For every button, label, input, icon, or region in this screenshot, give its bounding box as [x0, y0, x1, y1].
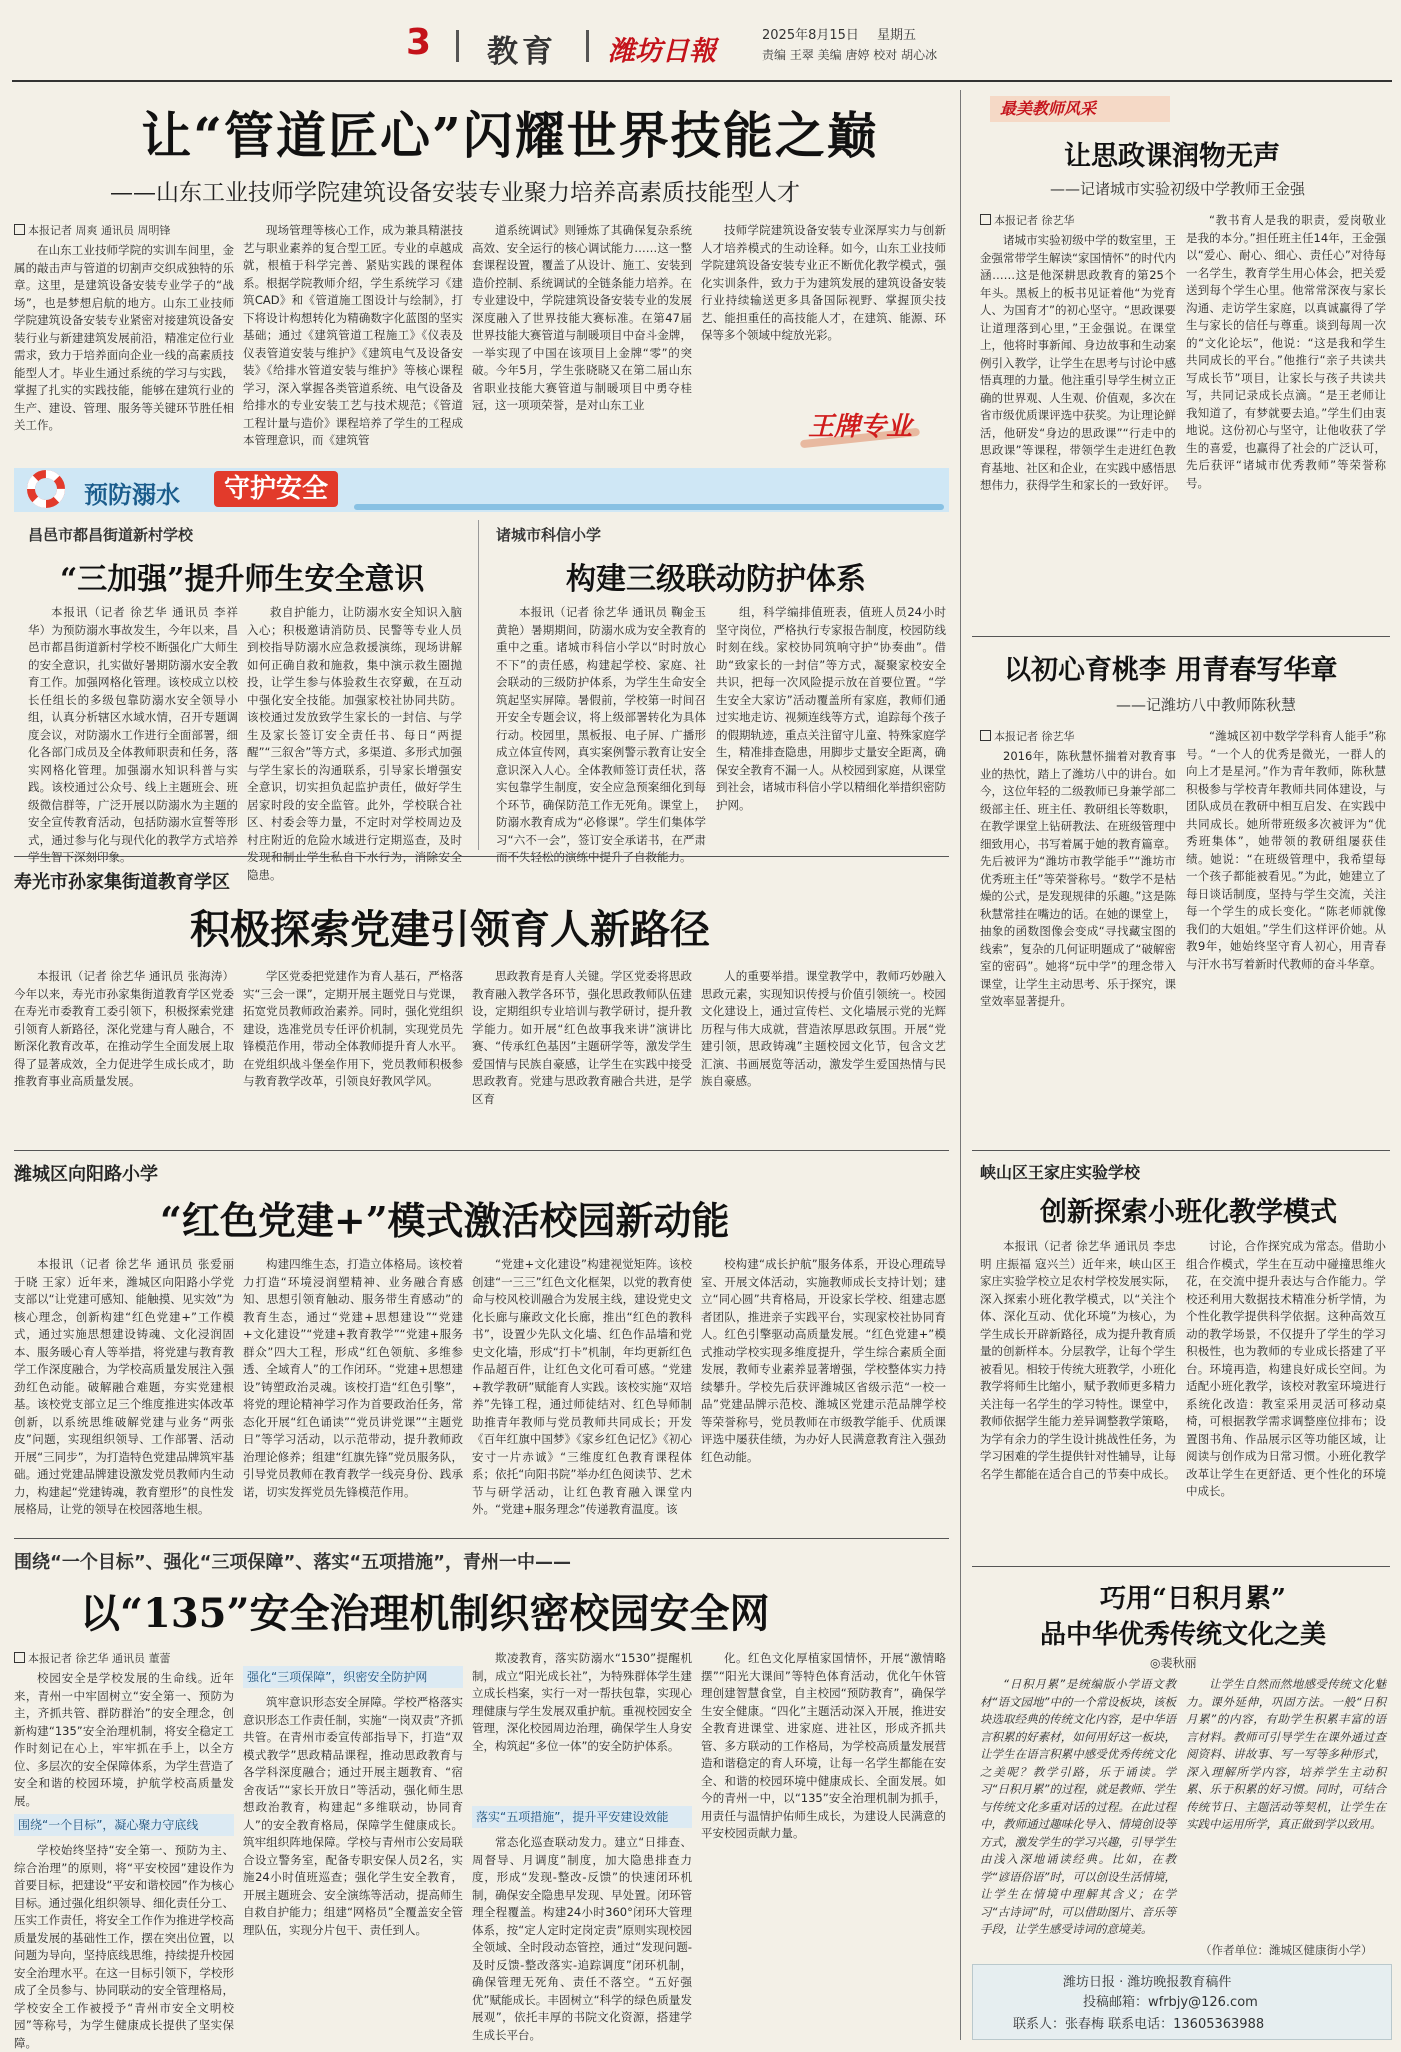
weicheng-col2-text: 构建四维生态，打造立体格局。该校着力打造“环境浸润塑精神、业务融合育感知、思想引领育触动、服务带生育感动”的教育生态，通过“党建+思想建设”“党建+文化建设”“党建+教育教学”“党建+服务群众”四大工程，形成“红色领航、多维参透、全域育人”的工作闭环。“党建+思想建设”铸塑政治灵魂。该校打造“红色引擎”，将党的理论精神学习作为首要政治任务，常态化开展“红色诵读”“党员讲党课”“主题党日”等学习活动，以示范带动，提升教师政治理论修养；组建“红旗先锋”党员服务队，引导党员教师在教育教学一线亮身份、践承诺，切实发挥党员先锋模范作用。 [243, 1257, 463, 1499]
drown-left-col1-text: 本报讯（记者 徐艺华 通讯员 李祥华）为预防溺水事故发生，今年以来，昌邑市都昌街道新村学校不断强化广大师生的安全意识，扎实做好暑期防溺水安全教育工作。加强网格化管理。该校成立以校长任组长的多级包靠防溺水安全领导小组，认真分析辖区水域水情，召开专题调度会议，对防溺水工作进行全面部署，细化各部门成员及全体教师职责和任务，落实网格化管理。加强溺水知识科普与实践。该校通过公众号、线上主题班会、班级微信群等，广泛开展以防溺水为主题的安全宣传教育活动，包括防溺水宣誓等形式，通过参与化与现代化的教学方式培养学生智下深刻印象。 [28, 605, 238, 864]
banner-label-1: 预防溺水 [84, 481, 180, 509]
qingzhou-subhead-3-text: 落实“五项措施”，提升平安建设效能 [476, 1810, 669, 1824]
tradition-column-1 [980, 1676, 1176, 1958]
tradition-byline: ◎裴秋丽 [1150, 1656, 1197, 1670]
column-banner [990, 96, 1170, 122]
xiashan-title: 创新探索小班化教学模式 [1040, 1197, 1337, 1228]
banner-label-2 [214, 471, 338, 507]
banner-label-2-text: 守护安全 [224, 474, 329, 504]
teacher2-title: 以初心育桃李 用青春写华章 [1004, 655, 1338, 686]
teacher1-col1-text: 诸城市实验初级中学的数室里，王金强常带学生解读“家国情怀”的时代内涵……这是他深耕思政教育的第25个年头。黑板上的板书见证着他“为党育人、为国育才”的初心坚守。“思政课要让道理落到心里，”王金强说。在课堂上，他将时事新闻、身边故事和生动案例引入教学，让学生在思考与讨论中感悟真理的力量。他注重引导学生树立正确的世界观、人生观、价值观，多次在省市级优质课评选中获奖。为让理论鲜活，他研发“身边的思政课”“行走中的思政课”等课程，带领学生走进红色教育基地、社区和企业，在实践中感悟思想伟力，获得学生和家长的一致好评。 [980, 233, 1176, 492]
rule-after-teacher1 [972, 636, 1390, 637]
submission-contact: 联系人：张春梅 联系电话：13605363988 [1013, 2017, 1265, 2032]
shouguang-column-4 [701, 968, 946, 1138]
drown-left-school: 昌邑市都昌街道新村学校 [28, 526, 194, 544]
lead-headline: 让“管道匠心”闪耀世界技能之巅 [141, 106, 879, 165]
xiashan-school: 峡山区王家庄实验学校 [980, 1163, 1141, 1182]
masthead-divider-2 [586, 30, 589, 62]
qingzhou-col2-text: 筑牢意识形态安全屏障。学校严格落实意识形态工作责任制，实施“一岗双责”齐抓共管。在青州市委宣传部指导下，打造“双模式教学”思政精品课程，推动思政教育与各学科深度融合；通过开展主题教育、“宿舍夜话”“家长开放日”等活动，强化师生思想政治教育，构建起“多维联动，协同育人”的安全教育格局，保障学生健康成长。筑牢组织阵地保障。学校与青州市公安局联合设立警务室，配备专职安保人员2名，实施24小时值班巡查；强化学生安全教育，开展主题班会、安全演练等活动，提高师生自救自护能力；组建“网格员”全覆盖安全管理队伍，实现分片包干、责任到人。 [243, 1695, 463, 1937]
qingzhou-byline-text: 本报记者 徐艺华 通讯员 董蕾 [28, 1652, 171, 1665]
submission-email[interactable]: 投稿邮箱：wfrbjy@126.com [1083, 1995, 1258, 2010]
xiashan-col1-text: 本报讯（记者 徐艺华 通讯员 李忠明 庄振福 寇兴兰）近年来，峡山区王家庄实验学校立足农村学校发展实际，深入探索小班化教学模式，以“关注个体、深化互动、优化环境”为核心，为学生成长开辟新路径，成为提升教育质量的创新样本。分层教学，让每个学生被看见。相较于传统大班教学，小班化教学将师生比缩小，赋予教师更多精力关注每一名学生的学习特性。课堂中，教师依据学生能力差异调整教学策略，为学有余力的学生设计挑战性任务，为学习困难的学生提供针对性辅导，让每名学生都能在适合自己的节奏中成长。 [980, 1239, 1176, 1481]
qingzhou-col3-text: 欺凌教育，落实防溺水“1530”提醒机制，成立“阳光成长社”，为特殊群体学生建立成长档案，实行一对一帮扶包靠，实现心理健康与学生发展双重护航。重视校园安全管理，深化校园周边治理，确保学生人身安全，构筑起“多位一体”的安全防护体系。 [472, 1651, 692, 1753]
teacher1-subtitle: ——记诸城市实验初级中学教师王金强 [1050, 180, 1306, 198]
teacher1-byline [980, 212, 1075, 228]
sidebar-rule [960, 90, 961, 2040]
qingzhou-col4-text: 化。红色文化厚植家国情怀，开展“激情略摆”“阳光大课间”等特色体育活动，优化午休管理创建智慧食堂，自主校园“预防教育”，确保学生安全健康。“四化”主题活动深入开展，推进安全教育进课堂、进家庭、进社区，形成齐抓共管、多方联动的工作格局，为学校高质量发展营造和谐稳定的育人环境，让每一名学生都能在安全、和谐的校园环境中健康成长、全面发展。如今的青州一中，以“135”安全治理机制为抓手，用责任与温情护佑师生成长，为建设人民满意的平安校园贡献力量。 [701, 1651, 946, 1840]
banner-wave [354, 504, 944, 510]
drown-left-column-1 [28, 604, 238, 864]
teacher1-title: 让思政课润物无声 [1064, 141, 1280, 172]
weicheng-column-1 [14, 1256, 234, 1528]
qingzhou-column-1b [14, 1842, 234, 2050]
lead-col4-text: 技师学院建筑设备安装专业深厚实力与创新人才培养模式的生动诠释。如今，山东工业技师学院建筑设备安装专业正不断优化教学模式，强化实训条件，致力于为建筑发展的建筑设备安装行业持续输送更多具备国际视野、掌握顶尖技艺、能担重任的高技能人才，在建筑、能源、环保等多个领域中绽放光彩。 [701, 223, 946, 342]
shouguang-column-2 [243, 968, 463, 1138]
drown-right-col2-text: 组，科学编排值班表，值班人员24小时坚守岗位，严格执行专家报告制度，校园防线时刻在线。家校协同筑响守护“协奏曲”。借助“致家长的一封信”等方式，凝聚家校安全共识，把每一次风险提示放在首要位置。“学生安全大家访”活动覆盖所有家庭，教师们通过实地走访、视频连线等方式，追踪每个孩子的假期轨迹，重点关注留守儿童、特殊家庭学生，精准排查隐患，用脚步丈量安全距离，确保安全教育不漏一人。从校园到家庭，从课堂到社会，诸城市科信小学以精细化举措织密防护网。 [716, 605, 946, 812]
teacher2-col1-text: 2016年，陈秋慧怀揣着对教育事业的热忱，踏上了潍坊八中的讲台。如今，这位年轻的二级教师已身兼学部二级部主任、班主任、教研组长等数职，在教学课堂上钻研教法、在班级管理中细致用心，书写着属于她的教育篇章。先后被评为“潍坊市教学能手”“潍坊市优秀班主任”等荣誉称号。“数学不是枯燥的公式，是发现规律的乐趣。”这是陈秋慧常挂在嘴边的话。在她的课堂上，抽象的函数图像会变成“寻找藏宝图的线索”，复杂的几何证明题成了“破解密室的密码”。她将“玩中学”的理念带入课堂，让学生主动思考、乐于探究，课堂效率显著提升。 [980, 749, 1176, 1008]
lead-column-4 [701, 222, 946, 374]
wangpai-badge [800, 404, 930, 452]
lifebuoy-icon [28, 471, 64, 507]
paper-name: 潍坊日報 [608, 36, 716, 67]
rule-after-shouguang [14, 1150, 949, 1151]
drown-right-col1-text: 本报讯（记者 徐艺华 通讯员 鞠金玉 黄艳）暑期期间，防溺水成为安全教育的重中之重。诸城市科信小学以“时时放心不下”的责任感，构建起学校、家庭、社会联动的三级防护体系，为学生生命安全筑起坚实屏障。暑假前，学校第一时间召开安全专题会议，将上级部署转化为具体行动。校园里，黑板报、电子屏、广播形成立体宣传网，真实案例警示教育让安全意识深入人心。全体教师签订责任状，落实包靠学生制度，安全应急预案细化到每个环节，确保防范工作无死角。课堂上，防溺水教育成为“必修课”。学生们集体学习“六不一会”，签订安全承诺书，在严肃而不失轻松的演练中提升了自救能力。 [496, 605, 706, 864]
lead-col2-text: 现场管理等核心工作，成为兼具精湛技艺与职业素养的复合型工匠。专业的卓越成就，根植于科学完善、紧贴实践的课程体系。根据学院教师介绍，学生系统学习《建筑CAD》和《管道施工图设计与绘制》，打下将设计构想转化为精确数字化蓝图的坚实基础；通过《建筑管道工程施工》《仪表及仪表管道安装与维护》《建筑电气及设备安装》《给排水管道安装与维护》等核心课程学习，深入掌握各类管道系统、电气设备及给排水的专业安装工艺与技术规范；《管道工程计量与造价》课程培养了学生的工程成本管理意识，而《建筑管 [243, 223, 463, 447]
tradition-title-1: 巧用“日积月累” [1100, 1584, 1286, 1614]
lead-subheadline: ——山东工业技师学院建筑设备安装专业聚力培养高素质技能型人才 [110, 180, 800, 206]
weicheng-col4-text: 校构建“成长护航”服务体系，开设心理疏导室、开展文体活动，实施教师成长支持计划；建立“同心圆”共育格局，开设家长学校、组建志愿者团队，推进亲子实践平台，实现家校社协同育人。红色引擎驱动高质量发展。“红色党建+”模式推动学校实现多维度提升，学生综合素质全面发展，教师专业素养显著增强，学校整体实力持续攀升。学校先后获评潍城区省级示范“一校一品”党建品牌示范校、潍城区党建示范品牌学校等荣誉称号，党员教师在市级教学能手、优质课评选中屡获佳绩，为办好人民满意教育注入强劲红色动能。 [701, 1257, 946, 1464]
masthead [0, 0, 1401, 70]
teacher2-byline-text: 本报记者 徐艺华 [994, 730, 1075, 743]
qingzhou-pretitle: 围绕“一个目标”、强化“三项保障”、落实“五项措施”，青州一中—— [14, 1552, 571, 1573]
drown-right-title: 构建三级联动防护体系 [566, 562, 866, 597]
shouguang-col2-text: 学区党委把党建作为育人基石，严格落实“三会一课”，定期开展主题党日与党课，拓宽党员教师政治素养。同时，强化党组织建设，选准党员专任评价机制，实现党员先锋模范作用，带动全体教师提升育人水平。在党组织战斗堡垒作用下，党员教师积极参与教育教学改革，引领良好教风学风。 [243, 969, 463, 1088]
qingzhou-column-3b [472, 1834, 692, 2042]
rule-after-teacher2 [972, 1150, 1390, 1151]
lead-col3-text: 道系统调试》则锤炼了其确保复杂系统高效、安全运行的核心调试能力……这一整套课程设置，覆盖了从设计、施工、安装到造价控制、系统调试的全链条能力培养。在专业建设中，学院建筑设备安装专业的发展深度融入了世界技能大赛标准。在第47届世界技能大赛管道与制暖项目中奋斗金牌，一举实现了中国在该项目上金牌“零”的突破。今年5月，学生张晓晓又在第二届山东省职业技能大赛管道与制暖项目中勇夺桂冠，这一项项荣誉，是对山东工业 [472, 223, 692, 412]
drown-column-rule [478, 520, 479, 850]
teacher1-byline-text: 本报记者 徐艺华 [994, 214, 1075, 227]
teacher1-column-1 [980, 232, 1176, 626]
staff-credits: 责编 王翠 美编 唐婷 校对 胡心冰 [762, 48, 938, 62]
page-number: 3 [406, 22, 432, 63]
masthead-rule [12, 80, 1392, 82]
lead-column-1 [14, 242, 234, 464]
qingzhou-subhead-1 [14, 1814, 234, 1836]
rule-after-weicheng [14, 1538, 949, 1539]
shouguang-col1-text: 本报讯（记者 徐艺华 通讯员 张海涛）今年以来，寿光市孙家集街道教育学区党委在寿光市委教育工委引领下，积极探索党建引领育人新路径，深化党建与育人融合，不断深化教育改革，在推动学生全面发展上取得了显著成效，全力促进学生成长成才，助推教育事业高质量发展。 [14, 969, 234, 1088]
teacher1-col2-text: “教书育人是我的职责，爱岗敬业是我的本分。”担任班主任14年，王金强以“爱心、耐心、细心、责任心”对待每一名学生，教育学生用心体会，把关爱送到每个学生心里。他常常深夜与家长沟通、走访学生家庭，以真诚赢得了学生与家长的信任与尊重。谈到每周一次的“文化论坛”，他说：“这是我和学生共同成长的平台。”他推行“亲子共读共写成长节”项目，让家长与孩子共读共写，共同记录成长点滴。“是王老师让我知道了，有梦就要去追。”学生们由衷地说。这份初心与坚守，让他收获了学生的喜爱，也赢得了社会的广泛认可，先后获评“诸城市优秀教师”等荣誉称号。 [1186, 213, 1386, 490]
drowning-banner [14, 468, 949, 512]
weicheng-column-2 [243, 1256, 463, 1528]
tradition-author: （作者单位：潍城区健康街小学） [1200, 1943, 1373, 1957]
qingzhou-col1a-text: 校园安全是学校发展的生命线。近年来，青州一中牢固树立“安全第一、预防为主，齐抓共管、群防群治”的安全理念，创新构建“135”安全治理机制，将安全稳定工作时刻记在心上，牢牢抓在手上，以全方位、多层次的安全保障体系，为学生营造了安全和谐的校园环境，护航学校高质量发展。 [14, 1671, 234, 1808]
qingzhou-column-3 [472, 1650, 692, 1800]
weicheng-title: “红色党建+”模式激活校园新动能 [160, 1198, 730, 1243]
weekday-text: 星期五 [877, 28, 917, 43]
drown-left-col2-text: 救自护能力，让防溺水安全知识入脑入心；积极邀请消防员、民警等专业人员到校指导防溺水应急救援演练，现场讲解如何正确自救和施救，集中演示救生圈抛投，让学生参与体验救生衣穿戴，在互动中强化安全技能。加强家校社协同共防。该校通过发放致学生家长的一封信、与学生及家长签订安全责任书、每日“两提醒”“三叙舍”等方式，多渠道、多形式加强与学生家长的沟通联系，引导家长增强安全意识，切实担负起监护责任，做好学生居家时段的安全监管。此外，学校联合社区、村委会等力量，不定时对学校周边及村庄附近的危险水域进行定期巡查，及时发现和制止学生私自下水行为，消除安全隐患。 [247, 605, 462, 882]
shouguang-school: 寿光市孙家集街道教育学区 [14, 872, 230, 893]
weicheng-col3-text: “党建+文化建设”构建视觉矩阵。该校创建“一三三”红色文化框架，以党的教育使命与校风校训融合为发展主线，建设党史文化长廊与廉政文化长廊，推出“红色的教科书”，设置少先队文化墙、红色作品墙和党史文化墙，形成“打卡”机制，年均更新红色作品超百件，让红色文化可看可感。“党建+教学教研”赋能育人实践。该校实施“双培养”先锋工程，通过师徒结对、红色导师制助推青年教师与党员教师共同成长；开发《百年红旗中国梦》《家乡红色记忆》《初心安寸一片赤诚》“三维度红色教育课程体系；依托“向阳书院”举办红色阅读节、艺术节与研学活动，让红色教育融入课堂内外。“党建+服务理念”传递教育温度。该 [472, 1257, 692, 1516]
qingzhou-column-2 [243, 1694, 463, 2038]
drown-right-school: 诸城市科信小学 [496, 526, 602, 544]
qingzhou-col3b-text: 常态化巡查联动发力。建立“日排查、周督导、月调度”制度，加大隐患排查力度，形成“发现-整改-反馈”的快速闭环机制，确保安全隐患早发现、早处置。闭环管理全程覆盖。构建24小时360°闭环大管理体系，按“定人定时定岗定责”原则实现校园全领域、全时段动态管控，通过“发现问题-及时反馈-整改落实-追踪调度”闭环机制，确保管理无死角、责任不落空。“五好强优”赋能成长。丰固树立“科学的绿色质量发展观”，依托丰厚的书院文化资源，搭建学生成长平台。 [472, 1835, 692, 2042]
qingzhou-byline [14, 1650, 171, 1666]
weicheng-column-4 [701, 1256, 946, 1528]
teacher2-byline [980, 728, 1075, 744]
qingzhou-subhead-3 [472, 1806, 692, 1828]
teacher2-column-1 [980, 748, 1176, 1136]
masthead-divider [456, 30, 459, 62]
lead-byline-text: 本报记者 周爽 通讯员 周明锋 [28, 224, 171, 237]
tradition-title-2: 品中华优秀传统文化之美 [1040, 1620, 1327, 1650]
teacher2-col2-text: “潍城区初中数学学科育人能手”称号。“一个人的优秀是微光，一群人的向上才是星河。”作为青年教师，陈秋慧积极参与学校青年教师共同体建设，与团队成员在教研中相互启发、在实践中共同成长。她所带班级多次被评为“优秀班集体”，她带领的教研组屡获佳绩。她说：“在班级管理中，我希望每一个孩子都能被看见。”为此，她建立了每日谈话制度，坚持与学生交流，关注每一个学生的成长变化。“陈老师就像我们的大姐姐。”学生们这样评价她。从教9年，她始终坚守育人初心，用青春与汗水书写着新时代教师的奋斗华章。 [1186, 729, 1386, 971]
section-name: 教育 [487, 34, 557, 70]
xiashan-col2-text: 讨论，合作探究成为常态。借助小组合作模式，学生在互动中碰撞思维火花，在交流中提升表达与合作能力。学校还利用大数据技术精准分析学情，为个性化教学提供科学依据。这种高效互动的教学场景，不仅提升了学生的学习积极性，也为教师的专业成长搭建了平台。环境再造，构建良好成长空间。为适配小班化教学，该校对教室环境进行系统化改造：教室采用灵活可移动桌椅，可根据教学需求调整座位排布；设置图书角、作品展示区等功能区域，让阅读与创作成为日常习惯。小班化教学改革让学生在更舒适、更个性化的环境中成长。 [1186, 1239, 1386, 1498]
lead-byline [14, 222, 171, 238]
drown-right-column-1 [496, 604, 706, 864]
xiashan-column-2 [1186, 1238, 1386, 1556]
drown-left-title: “三加强”提升师生安全意识 [60, 562, 425, 597]
qingzhou-column-1a [14, 1670, 234, 1810]
qingzhou-subhead-2 [243, 1666, 463, 1688]
shouguang-col3-text: 思政教育是育人关键。学区党委将思政教育融入教学各环节，强化思政教师队伍建设，定期组织专业培训与教学研讨，提升教学能力。如开展“红色故事我来讲”演讲比赛、“传承红色基因”主题研学等，激发学生爱国情与民族自豪感，让学生在实践中接受思政教育。党建与思政教育融合共进，是学区育 [472, 969, 692, 1106]
qingzhou-subhead-2-text: 强化“三项保障”，织密安全防护网 [247, 1670, 428, 1684]
shouguang-column-1 [14, 968, 234, 1138]
tradition-column-2 [1186, 1676, 1386, 1938]
tradition-col2-text: 让学生自然而然地感受传统文化魅力。课外延伸，巩固方法。一般“日积月累”的内容，有助学生积累丰富的语言材料。教师可引导学生在课外通过查阅资料、讲故事、写一写等多种形式，深入理解所学内容，培养学生主动积累、乐于积累的好习惯。同时，可结合传统节日、主题活动等契机，让学生在实践中运用所学，真正做到学以致用。 [1186, 1677, 1386, 1831]
submission-line-1: 潍坊日报 · 潍坊晚报教育稿件 [1063, 1975, 1232, 1990]
lead-column-2 [243, 222, 463, 464]
shouguang-column-3 [472, 968, 692, 1138]
rule-after-drowning [14, 856, 949, 857]
rule-after-xiashan [972, 1566, 1390, 1567]
xiashan-column-1 [980, 1238, 1176, 1556]
qingzhou-column-4 [701, 1650, 946, 2038]
column-banner-text: 最美教师风采 [1000, 99, 1097, 118]
issue-date [762, 24, 916, 43]
drown-right-column-2 [716, 604, 946, 844]
submission-box [972, 1964, 1392, 2040]
qingzhou-col1b-text: 学校始终坚持“安全第一、预防为主、综合治理”的原则，将“平安校园”建设作为首要目标，把建设“平安和谐校园”作为核心目标。通过强化组织领导、细化责任分工、压实工作责任，将安全工作作为推进学校高质量发展的基础性工作，摆在突出位置，以问题为导向，坚持底线思维，持续提升校园安全治理水平。在这一目标引领下，学校形成了全员参与、协同联动的安全管理格局，学校安全工作被授予“青州市安全文明校园”等称号，为学生健康成长提供了坚实保障。 [14, 1843, 234, 2050]
badge-text: 王牌专业 [808, 412, 913, 442]
date-text: 2025年8月15日 [762, 28, 859, 43]
shouguang-title: 积极探索党建引领育人新路径 [190, 906, 710, 953]
drown-left-column-2 [247, 604, 462, 882]
weicheng-col1-text: 本报讯（记者 徐艺华 通讯员 张爱丽 于晓 王家）近年来，潍城区向阳路小学党支部以“让党建可感知、能触摸、见实效”为核心理念，创新构建“红色党建+”工作模式，通过实施思想建设铸魂、文化浸润固本、服务暖心育人等举措，将党建与教育教学工作深度融合，为学校高质量发展注入强劲红色动能。破解融合难题，夯实党建根基。该校党支部立足三个维度推进实体改革创新，以系统思维破解党建与业务“两张皮”问题，实现组织领导、工作部署、活动开展“三同步”，为打造特色党建品牌筑牢基础。通过党建品牌建设激发党员教师内生动力，构建起“党建铸魂，教育塑形”的良性发展格局，让党的领导在校园落地生根。 [14, 1257, 234, 1516]
tradition-col1-text: “日积月累”是统编版小学语文教材“语文园地”中的一个常设板块，该板块选取经典的传统文化内容，是中华语言积累的好素材，如何用好这一板块，让学生在语言积累中感受优秀传统文化之美呢？教学引路，乐于诵读。学习“日积月累”的过程，就是教师、学生与传统文化多重对话的过程。在此过程中，教师通过趣味化导入、情境创设等方式，激发学生的学习兴趣，引导学生由浅入深地诵读经典。比如，在教学“谚语俗语”时，可以创设生活情境，让学生在情境中理解其含义；在学习“古诗词”时，可以借助图片、音乐等手段，让学生感受诗词的意境美。 [980, 1677, 1176, 1936]
teacher1-column-2 [1186, 212, 1386, 626]
weicheng-column-3 [472, 1256, 692, 1528]
teacher2-column-2 [1186, 728, 1386, 1136]
qingzhou-subhead-1-text: 围绕“一个目标”，凝心聚力守底线 [18, 1818, 199, 1832]
lead-col1-text: 在山东工业技师学院的实训车间里，金属的敲击声与管道的切割声交织成独特的乐章。这里，是建筑设备安装专业学子的“战场”，也是梦想启航的地方。山东工业技师学院建筑设备安装专业紧密对接建筑设备安装行业与新建建筑发展前沿，精准定位行业需求，致力于培养面向企业一线的高素质技能型人才。毕业生通过系统的学习与实践，掌握了扎实的实践技能，能够在建筑行业的生产、建设、管理、服务等关键环节胜任相关工作。 [14, 243, 234, 432]
teacher2-subtitle: ——记潍坊八中教师陈秋慧 [1116, 696, 1297, 714]
shouguang-col4-text: 人的重要举措。课堂教学中，教师巧妙融入思政元素，实现知识传授与价值引领统一。校园文化建设上，通过宣传栏、文化墙展示党的光辉历程与伟大成就，营造浓厚思政氛围。开展“党建引领，思政铸魂”主题校园文化节，包含文艺汇演、书画展览等活动，激发学生爱国热情与民族自豪感。 [701, 969, 946, 1088]
lead-column-3 [472, 222, 692, 464]
qingzhou-title: 以“135”安全治理机制织密校园安全网 [80, 1590, 770, 1637]
weicheng-school: 潍城区向阳路小学 [14, 1164, 158, 1185]
